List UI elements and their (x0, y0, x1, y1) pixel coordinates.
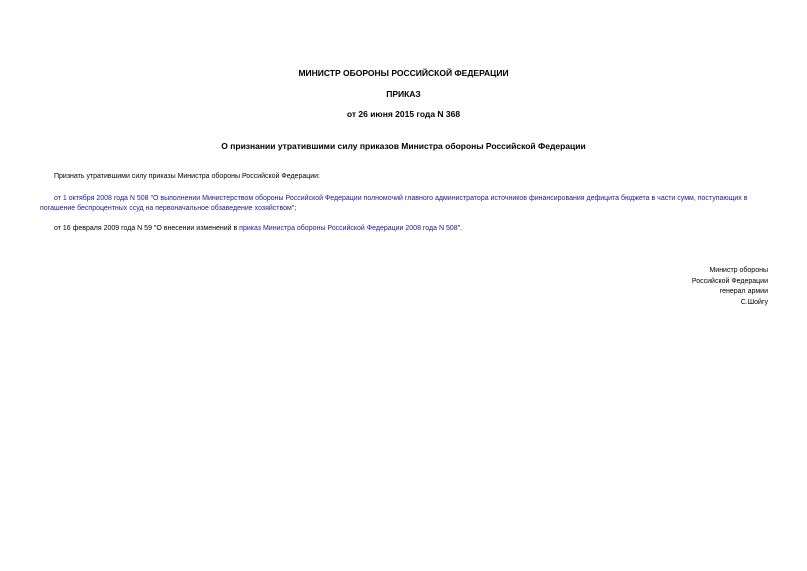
signature-block (692, 266, 768, 308)
order-508-link[interactable]: приказ Министра обороны Российской Федерации 2008 года N 508 (239, 225, 458, 232)
signature-line-3: генерал армии (719, 288, 768, 295)
item-2-prefix: от 16 февраля 2009 года N 59 "О внесении изменений в (54, 225, 240, 232)
issuer-heading: МИНИСТР ОБОРОНЫ РОССИЙСКОЙ ФЕДЕРАЦИИ (298, 68, 509, 78)
revoked-order-link-1[interactable]: от 1 октября 2008 года N 508 "О выполнении Министерством обороны Российской Федерации полномочий главного администратора источников финансирования дефицита бюджета в части сумм, поступающих в погашение беспроцентных ссуд на первоначальное обзаведение хозяйством"; (40, 195, 748, 212)
doc-type-heading: ПРИКАЗ (386, 89, 421, 99)
revoked-order-item-2 (54, 224, 462, 234)
signature-name: С.Шойгу (740, 298, 768, 306)
date-number-heading: от 26 июня 2015 года N 368 (346, 109, 461, 119)
intro-paragraph: Признать утратившими силу приказы Министра обороны Российской Федерации: (54, 173, 321, 180)
signature-line-2: Российской Федерации (691, 277, 768, 285)
item-2-suffix: ". (457, 225, 463, 232)
signature-line-1: Министр обороны (709, 267, 768, 274)
document-title: О признании утратившими силу приказов Министра обороны Российской Федерации (221, 141, 586, 151)
